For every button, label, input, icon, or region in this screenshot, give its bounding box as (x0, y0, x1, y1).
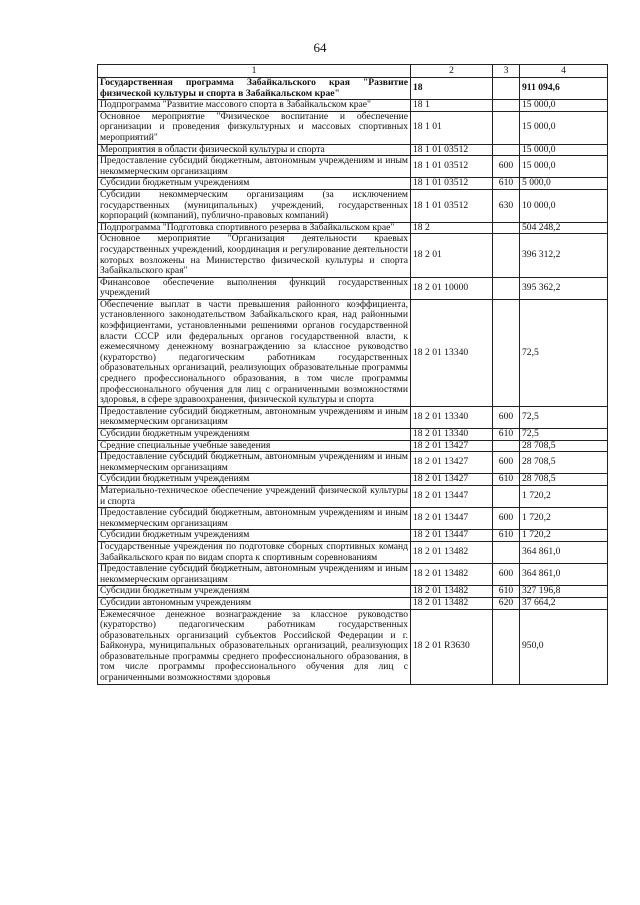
table-row (98, 78, 608, 100)
row-amount-cell: 364 861,0 (520, 541, 608, 563)
row-name-cell: Субсидии бюджетным учреждениям (98, 586, 411, 598)
row-name-cell: Мероприятия в области физической культуры и спорта (98, 144, 411, 156)
row-expense-type-cell: 610 (493, 474, 520, 486)
row-amount-cell: 364 861,0 (520, 564, 608, 586)
table-row (98, 156, 608, 178)
table-row (98, 144, 608, 156)
row-name-cell: Субсидии некоммерческим организациям (за исключением государственных (муниципальных) учреждений, государственных корпораций (компаний), публично-правовых компаний) (98, 189, 411, 222)
header-col-1: 1 (98, 65, 411, 78)
row-code-cell: 18 1 (411, 100, 493, 112)
row-code-cell: 18 1 01 03512 (411, 189, 493, 222)
row-name-cell: Подпрограмма "Подготовка спортивного резерва в Забайкальском крае" (98, 222, 411, 234)
row-code-cell: 18 2 01 13340 (411, 429, 493, 441)
row-name-cell: Обеспечение выплат в части превышения районного коэффициента, установленного законодательством Забайкальского края, над районными коэффициентами, установленными решениями органов государственной власти СССР или федеральных органов государственной власти, к ежемесячному денежному вознаграждению за классное руководство (кураторство) педагогическим работникам государственных образовательных организаций, реализующих образовательные программы среднего профессионального образования, в том числе программы профессионального обучения для лиц с ограниченными возможностями здоровья, в сфере здравоохранения, физической культуры и спорта (98, 299, 411, 406)
row-expense-type-cell (493, 299, 520, 406)
row-expense-type-cell (493, 440, 520, 452)
row-code-cell: 18 2 (411, 222, 493, 234)
row-code-cell: 18 2 01 13447 (411, 485, 493, 507)
row-code-cell: 18 2 01 10000 (411, 277, 493, 299)
row-expense-type-cell: 610 (493, 178, 520, 190)
row-expense-type-cell: 610 (493, 429, 520, 441)
table-row (98, 586, 608, 598)
row-amount-cell: 327 196,8 (520, 586, 608, 598)
row-name-cell: Подпрограмма "Развитие массового спорта в Забайкальском крае" (98, 100, 411, 112)
row-name-cell: Основное мероприятие "Организация деятельности краевых государственных учреждений, координация и регулирование деятельности которых возложены на Министерство физической культуры и спорта Забайкальского края" (98, 234, 411, 277)
row-amount-cell: 15 000,0 (520, 100, 608, 112)
header-col-4: 4 (520, 65, 608, 78)
row-amount-cell: 72,5 (520, 299, 608, 406)
row-name-cell: Ежемесячное денежное вознаграждение за классное руководство (кураторство) педагогическим работникам государственных образовательных организаций субъектов Российской Федерации и г. Байконура, муниципальных образовательных организаций, реализующих образовательные программы среднего профессионального образования, в том числе программы профессионального обучения для лиц с ограниченными возможностями здоровья (98, 609, 411, 684)
table-row (98, 406, 608, 428)
row-code-cell: 18 2 01 13482 (411, 541, 493, 563)
row-amount-cell: 396 312,2 (520, 234, 608, 277)
row-expense-type-cell: 630 (493, 189, 520, 222)
row-amount-cell: 1 720,2 (520, 485, 608, 507)
row-code-cell: 18 (411, 78, 493, 100)
table-row (98, 277, 608, 299)
row-name-cell: Предоставление субсидий бюджетным, автономным учреждениям и иным некоммерческим организациям (98, 508, 411, 530)
table-row (98, 440, 608, 452)
row-expense-type-cell (493, 485, 520, 507)
row-code-cell: 18 2 01 13427 (411, 452, 493, 474)
table-row (98, 541, 608, 563)
row-amount-cell: 72,5 (520, 429, 608, 441)
page-number: 64 (313, 40, 327, 55)
row-name-cell: Субсидии бюджетным учреждениям (98, 474, 411, 486)
table-row (98, 429, 608, 441)
row-amount-cell: 950,0 (520, 609, 608, 684)
row-code-cell: 18 2 01 13447 (411, 530, 493, 542)
row-code-cell: 18 2 01 13340 (411, 406, 493, 428)
table-row (98, 474, 608, 486)
row-amount-cell: 28 708,5 (520, 474, 608, 486)
table-row (98, 299, 608, 406)
budget-table (97, 64, 608, 685)
row-name-cell: Государственные учреждения по подготовке сборных спортивных команд Забайкальского края по видам спорта к спортивным соревнованиям (98, 541, 411, 563)
row-expense-type-cell: 600 (493, 452, 520, 474)
row-expense-type-cell (493, 277, 520, 299)
table-row (98, 597, 608, 609)
header-col-2: 2 (411, 65, 493, 78)
row-expense-type-cell (493, 609, 520, 684)
row-name-cell: Основное мероприятие "Физическое воспитание и обеспечение организации и проведения физкультурных и массовых спортивных мероприятий" (98, 111, 411, 144)
table-row (98, 508, 608, 530)
row-name-cell: Государственная программа Забайкальского края "Развитие физической культуры и спорта в Забайкальском крае" (98, 78, 411, 100)
table-row (98, 609, 608, 684)
row-name-cell: Субсидии автономным учреждениям (98, 597, 411, 609)
row-expense-type-cell: 600 (493, 564, 520, 586)
row-name-cell: Материально-техническое обеспечение учреждений физической культуры и спорта (98, 485, 411, 507)
row-amount-cell: 1 720,2 (520, 530, 608, 542)
row-amount-cell: 504 248,2 (520, 222, 608, 234)
row-code-cell: 18 2 01 13447 (411, 508, 493, 530)
row-expense-type-cell: 610 (493, 530, 520, 542)
row-expense-type-cell (493, 144, 520, 156)
row-name-cell: Предоставление субсидий бюджетным, автономным учреждениям и иным некоммерческим организациям (98, 452, 411, 474)
row-code-cell: 18 2 01 (411, 234, 493, 277)
row-name-cell: Предоставление субсидий бюджетным, автономным учреждениям и иным некоммерческим организациям (98, 564, 411, 586)
row-amount-cell: 15 000,0 (520, 111, 608, 144)
row-amount-cell: 1 720,2 (520, 508, 608, 530)
row-amount-cell: 37 664,2 (520, 597, 608, 609)
row-amount-cell: 15 000,0 (520, 144, 608, 156)
row-amount-cell: 911 094,6 (520, 78, 608, 100)
table-row (98, 100, 608, 112)
row-expense-type-cell: 600 (493, 406, 520, 428)
row-name-cell: Предоставление субсидий бюджетным, автономным учреждениям и иным некоммерческим организациям (98, 406, 411, 428)
row-amount-cell: 28 708,5 (520, 452, 608, 474)
row-code-cell: 18 2 01 13427 (411, 440, 493, 452)
row-name-cell: Предоставление субсидий бюджетным, автономным учреждениям и иным некоммерческим организациям (98, 156, 411, 178)
row-code-cell: 18 2 01 13340 (411, 299, 493, 406)
row-expense-type-cell (493, 100, 520, 112)
row-code-cell: 18 2 01 13482 (411, 597, 493, 609)
table-body (98, 78, 608, 685)
row-code-cell: 18 1 01 03512 (411, 156, 493, 178)
row-name-cell: Субсидии бюджетным учреждениям (98, 429, 411, 441)
row-code-cell: 18 2 01 R3630 (411, 609, 493, 684)
row-name-cell: Субсидии бюджетным учреждениям (98, 178, 411, 190)
row-code-cell: 18 2 01 13482 (411, 586, 493, 598)
row-amount-cell: 395 362,2 (520, 277, 608, 299)
row-code-cell: 18 2 01 13427 (411, 474, 493, 486)
row-amount-cell: 28 708,5 (520, 440, 608, 452)
table-row (98, 234, 608, 277)
table-header-row (98, 65, 608, 78)
row-amount-cell: 5 000,0 (520, 178, 608, 190)
row-code-cell: 18 1 01 03512 (411, 178, 493, 190)
table-row (98, 178, 608, 190)
row-expense-type-cell (493, 78, 520, 100)
table-row (98, 111, 608, 144)
row-code-cell: 18 1 01 03512 (411, 144, 493, 156)
row-expense-type-cell (493, 111, 520, 144)
row-name-cell: Субсидии бюджетным учреждениям (98, 530, 411, 542)
row-expense-type-cell: 620 (493, 597, 520, 609)
header-col-3: 3 (493, 65, 520, 78)
row-name-cell: Финансовое обеспечение выполнения функций государственных учреждений (98, 277, 411, 299)
row-amount-cell: 72,5 (520, 406, 608, 428)
row-expense-type-cell: 610 (493, 586, 520, 598)
row-expense-type-cell (493, 234, 520, 277)
table-row (98, 564, 608, 586)
table-row (98, 189, 608, 222)
row-amount-cell: 10 000,0 (520, 189, 608, 222)
row-expense-type-cell (493, 541, 520, 563)
row-name-cell: Средние специальные учебные заведения (98, 440, 411, 452)
table-row (98, 485, 608, 507)
table-row (98, 222, 608, 234)
row-amount-cell: 15 000,0 (520, 156, 608, 178)
row-code-cell: 18 2 01 13482 (411, 564, 493, 586)
row-expense-type-cell: 600 (493, 156, 520, 178)
row-expense-type-cell (493, 222, 520, 234)
table-row (98, 452, 608, 474)
table-row (98, 530, 608, 542)
row-code-cell: 18 1 01 (411, 111, 493, 144)
row-expense-type-cell: 600 (493, 508, 520, 530)
